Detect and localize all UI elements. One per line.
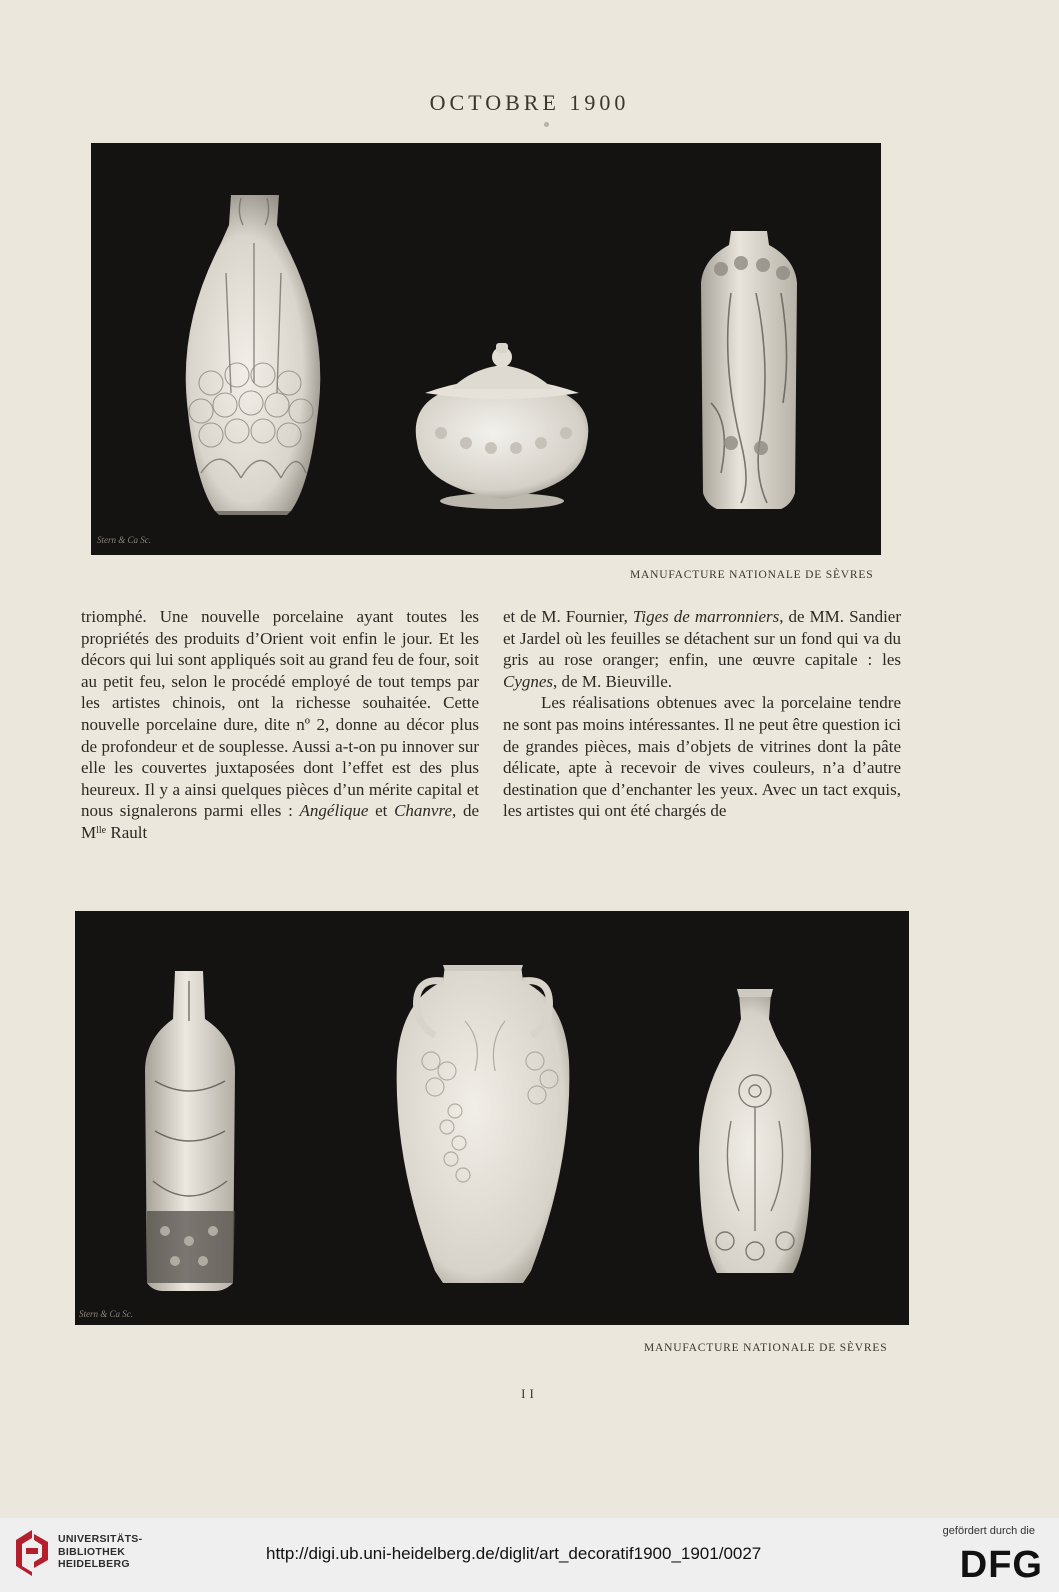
bottom-vase-photograph xyxy=(75,911,909,1325)
slender-cylindrical-vase xyxy=(701,231,797,509)
bottom-photo-illustration xyxy=(75,911,909,1325)
title-angelique: Angélique xyxy=(299,801,369,821)
top-photo-illustration xyxy=(91,143,881,555)
top-photo-caption: MANUFACTURE NATIONALE DE SÈVRES xyxy=(630,569,874,581)
library-name-line: BIBLIOTHEK xyxy=(58,1545,126,1558)
text-column-left xyxy=(81,606,479,844)
page-number: II xyxy=(521,1386,538,1401)
funded-by-label: gefördert durch die xyxy=(942,1525,1035,1537)
tall-bottle-vase xyxy=(145,971,235,1291)
source-url-link[interactable]: http://digi.ub.uni-heidelberg.de/diglit/art_decoratif1900_1901/0027 xyxy=(266,1544,762,1563)
title-chanvre: Chanvre xyxy=(394,801,453,821)
right-paragraph-2: Les réalisations obtenues avec la porcelaine tendre ne sont pas moins intéressantes. Il ne peut être question ici de grandes pièces, mais d’objets de vitrines dont la pâte délicate, apte à recevoir de vives couleurs, n’a d’autre destination que d’enchanter les yeux. Avec un tact exquis, les artistes qui ont été chargés de xyxy=(503,693,901,821)
left-text-run: triomphé. Une nouvelle porcelaine ayant toutes les propriétés des produits d’Orient voit enfin le jour. Et les décors qui lui sont appliqués soit au grand feu de four, soit au petit feu, selon le procédé employé de tout temps par les artistes chinois, ont la richesse souhaitée. Cette nouvelle porcelaine dure, dite nº 2, donne au décor plus de profondeur et de souplesse. Aussi a-t-on pu innover sur elle les couvertes juxtaposées dont l’effet est des plus heureux. Il y a ainsi quelques pièces d’un mérite capital et nous signalerons parmi elles : xyxy=(81,607,479,821)
handled-amphora-vase xyxy=(397,965,570,1283)
title-cygnes: Cygnes xyxy=(503,671,554,691)
dfg-logo: DFG xyxy=(959,1544,1043,1586)
covered-bowl xyxy=(416,343,589,509)
library-name xyxy=(58,1533,142,1571)
digitization-footer xyxy=(0,1518,1059,1592)
university-library-logo-icon xyxy=(12,1526,52,1580)
right-text-run: et de M. Fournier, xyxy=(503,607,633,626)
text-column-right xyxy=(503,606,901,822)
top-engraver-mark: Stern & Ca Sc. xyxy=(97,535,151,545)
superscript: lle xyxy=(96,824,107,836)
right-text-run: , de MM. Sandier et Jardel où les feuilles se détachent sur un fond qui va du gris au rose oranger; enfin, une œuvre capitale : les xyxy=(503,607,901,670)
title-tiges: Tiges de marronniers xyxy=(632,607,780,626)
header-ornament xyxy=(544,122,549,127)
bottom-engraver-mark: Stern & Ca Sc. xyxy=(79,1309,133,1319)
left-text-run: , de M xyxy=(81,801,479,842)
top-vase-photograph xyxy=(91,143,881,555)
baluster-vase xyxy=(699,989,811,1273)
library-name-line: UNIVERSITÄTS- xyxy=(58,1533,143,1545)
tall-ovoid-vase xyxy=(186,195,321,515)
left-text-run: Rault xyxy=(106,822,148,842)
left-text-run: et xyxy=(368,801,395,821)
bottom-photo-caption: MANUFACTURE NATIONALE DE SÈVRES xyxy=(644,1342,888,1354)
right-text-run: , de M. Bieuville. xyxy=(553,671,673,691)
page-header: OCTOBRE 1900 xyxy=(429,90,630,115)
library-name-line: HEIDELBERG xyxy=(58,1558,130,1570)
